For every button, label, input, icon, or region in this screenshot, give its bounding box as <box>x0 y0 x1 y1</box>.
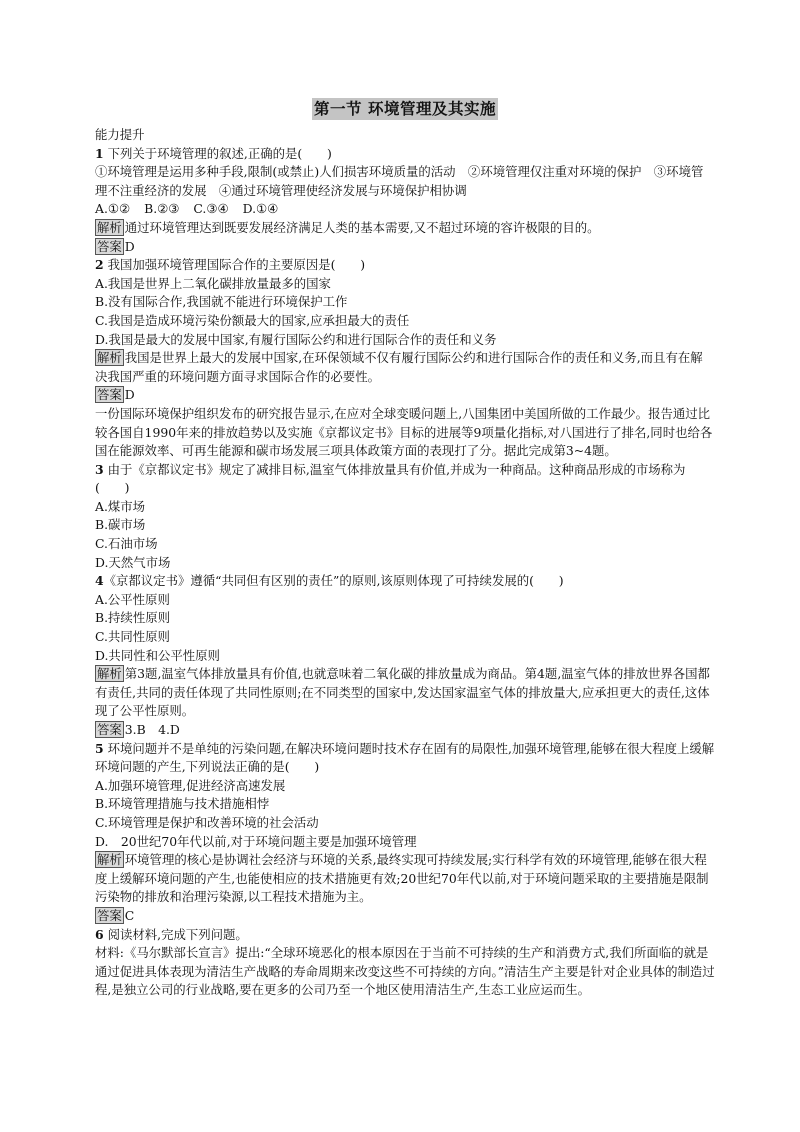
q3-stem: 由于《京都议定书》规定了减排目标,温室气体排放量具有价值,并成为一种商品。这种商品形成的市场称为 ( ) <box>95 461 748 496</box>
q5-option-a: A.加强环境管理,促进经济高速发展 <box>95 777 286 793</box>
q2-analysis <box>95 349 715 386</box>
q1-options <box>95 200 715 219</box>
q5-answer-text: C <box>124 907 135 923</box>
q2-option-b: B.没有国际合作,我国就不能进行环境保护工作 <box>95 294 348 310</box>
q2-analysis-text: 我国是世界上最大的发展中国家,在环保领域不仅有履行国际公约和进行国际合作的责任和义务,而且有在解决我国严重的环境问题方面寻求国际合作的必要性。 <box>95 350 703 384</box>
q1-analysis-text: 通过环境管理达到既要发展经济满足人类的基本需要,又不超过环境的容许极限的目的。 <box>124 219 600 235</box>
q6-number: 6 <box>95 926 104 942</box>
section-label: 能力提升 <box>95 127 145 142</box>
q5-option-b: B.环境管理措施与技术措施相悖 <box>95 796 270 812</box>
q4-option-d: D.共同性和公平性原则 <box>95 647 220 663</box>
q1-option-b: B.②③ <box>144 201 180 217</box>
q4-answer-text: 3.B 4.D <box>124 722 180 737</box>
q4-option-b: B.持续性原则 <box>95 610 170 626</box>
answer-tag: 答案 <box>97 387 122 403</box>
q1-option-c: C.③④ <box>193 201 229 217</box>
q1-statements: ①环境管理是运用多种手段,限制(或禁止)人们损害环境质量的活动 ②环境管理仅注重对环境的保护 ③环境管理不注重经济的发展 ④通过环境管理使经济发展与环境保护相协调 <box>95 164 704 198</box>
q1-option-a: A.①② <box>95 201 131 217</box>
answer-tag: 答案 <box>97 238 122 254</box>
q5-option-d: D. 20世纪70年代以前,对于环境问题主要是加强环境管理 <box>95 833 417 849</box>
analysis-tag: 解析 <box>97 219 122 235</box>
q5-analysis <box>95 851 715 907</box>
q2-number: 2 <box>95 257 104 273</box>
page-title: 第一节 环境管理及其实施 <box>314 100 496 118</box>
q1-stem: 下列关于环境管理的叙述,正确的是( ) <box>107 145 332 161</box>
q3-option-d: D.天然气市场 <box>95 554 171 570</box>
q5-answer <box>95 907 715 926</box>
q4-analysis-text: 第3题,温室气体排放量具有价值,也就意味着二氧化碳的排放量成为商品。第4题,温室气体的排放世界各国都有责任,共同的责任体现了共同性原则;在不同类型的国家中,发达国家温室气体的排放量大,应承担更大的责任,这体现了公平性原则。 <box>95 666 710 719</box>
q1-answer-text: D <box>124 238 135 254</box>
q4-answer <box>95 721 715 740</box>
q2-stem: 我国加强环境管理国际合作的主要原因是( ) <box>107 257 366 273</box>
question-1 <box>95 145 715 257</box>
analysis-tag: 解析 <box>97 350 122 366</box>
q5-stem: 环境问题并不是单纯的污染问题,在解决环境问题时技术存在固有的局限性,加强环境管理,能够在很大程度上缓解环境问题的产生,下列说法正确的是( ) <box>95 740 715 775</box>
passage-3-4: 一份国际环境保护组织发布的研究报告显示,在应对全球变暖问题上,八国集团中美国所做的工作最少。报告通过比较各国自1990年来的排放趋势以及实施《京都议定书》目标的进展等9项量化指标,对八国进行了排名,同时也给各国在能源效率、可再生能源和碳市场发展三项具体政策方面的表现打了分。据此完成第3~4题。 <box>95 405 713 459</box>
question-3 <box>95 461 748 573</box>
q2-option-c: C.我国是造成环境污染份额最大的国家,应承担最大的责任 <box>95 312 410 328</box>
q6-material: 材料:《马尔默部长宣言》提出:“全球环境恶化的根本原因在于当前不可持续的生产和消费方式,我们所面临的就是通过促进具体表现为清洁生产战略的寿命周期来改变这些不可持续的方向。”清洁生产主要是针对企业具体的制造过程,是独立公司的行业战略,要在更多的公司乃至一个地区使用清洁生产,生态工业应运而生。 <box>95 945 715 998</box>
q4-number: 4 <box>95 573 104 589</box>
answer-tag: 答案 <box>97 722 122 737</box>
question-6 <box>95 926 715 1000</box>
q6-stem-line <box>95 926 715 945</box>
q2-answer-text: D <box>124 387 135 403</box>
q5-stem-line <box>95 740 715 777</box>
q4-stem: 《京都议定书》遵循“共同但有区别的责任”的原则,该原则体现了可持续发展的( ) <box>103 573 564 589</box>
q1-number: 1 <box>95 145 104 161</box>
q2-option-d: D.我国是最大的发展中国家,有履行国际公约和进行国际合作的责任和义务 <box>95 331 497 347</box>
answer-tag: 答案 <box>97 907 122 923</box>
analysis-tag: 解析 <box>97 666 122 682</box>
q3-option-a: A.煤市场 <box>95 498 146 514</box>
title-wrap <box>95 98 715 120</box>
q5-option-c: C.环境管理是保护和改善环境的社会活动 <box>95 814 319 830</box>
q2-stem-line <box>95 256 715 275</box>
q2-option-a: A.我国是世界上二氧化碳排放量最多的国家 <box>95 275 331 291</box>
q6-stem: 阅读材料,完成下列问题。 <box>107 926 248 942</box>
q4-stem-line <box>95 572 715 591</box>
q1-stem-line <box>95 145 715 164</box>
q5-number: 5 <box>95 740 104 756</box>
q3-option-c: C.石油市场 <box>95 536 158 552</box>
document-page <box>95 98 748 1000</box>
q3-number: 3 <box>95 461 104 477</box>
q2-answer <box>95 386 715 405</box>
question-5 <box>95 740 715 926</box>
q3-option-b: B.碳市场 <box>95 517 146 533</box>
q4-option-a: A.公平性原则 <box>95 591 170 607</box>
q1-answer <box>95 238 715 257</box>
q5-analysis-text: 环境管理的核心是协调社会经济与环境的关系,最终实现可持续发展;实行科学有效的环境管理,能够在很大程度上缓解环境问题的产生,也能使相应的技术措施更有效;20世纪70年代以前,对于环境问题采取的主要措施是限制污染物的排放和治理污染源,以工程技术措施为主。 <box>95 852 709 905</box>
q1-analysis <box>95 219 715 238</box>
analysis-tag: 解析 <box>97 852 122 868</box>
question-4 <box>95 572 715 739</box>
question-2 <box>95 256 715 405</box>
q4-option-c: C.共同性原则 <box>95 629 170 645</box>
q4-analysis <box>95 665 715 721</box>
q1-option-d: D.①④ <box>242 201 279 217</box>
q3-stem-line <box>95 461 748 498</box>
